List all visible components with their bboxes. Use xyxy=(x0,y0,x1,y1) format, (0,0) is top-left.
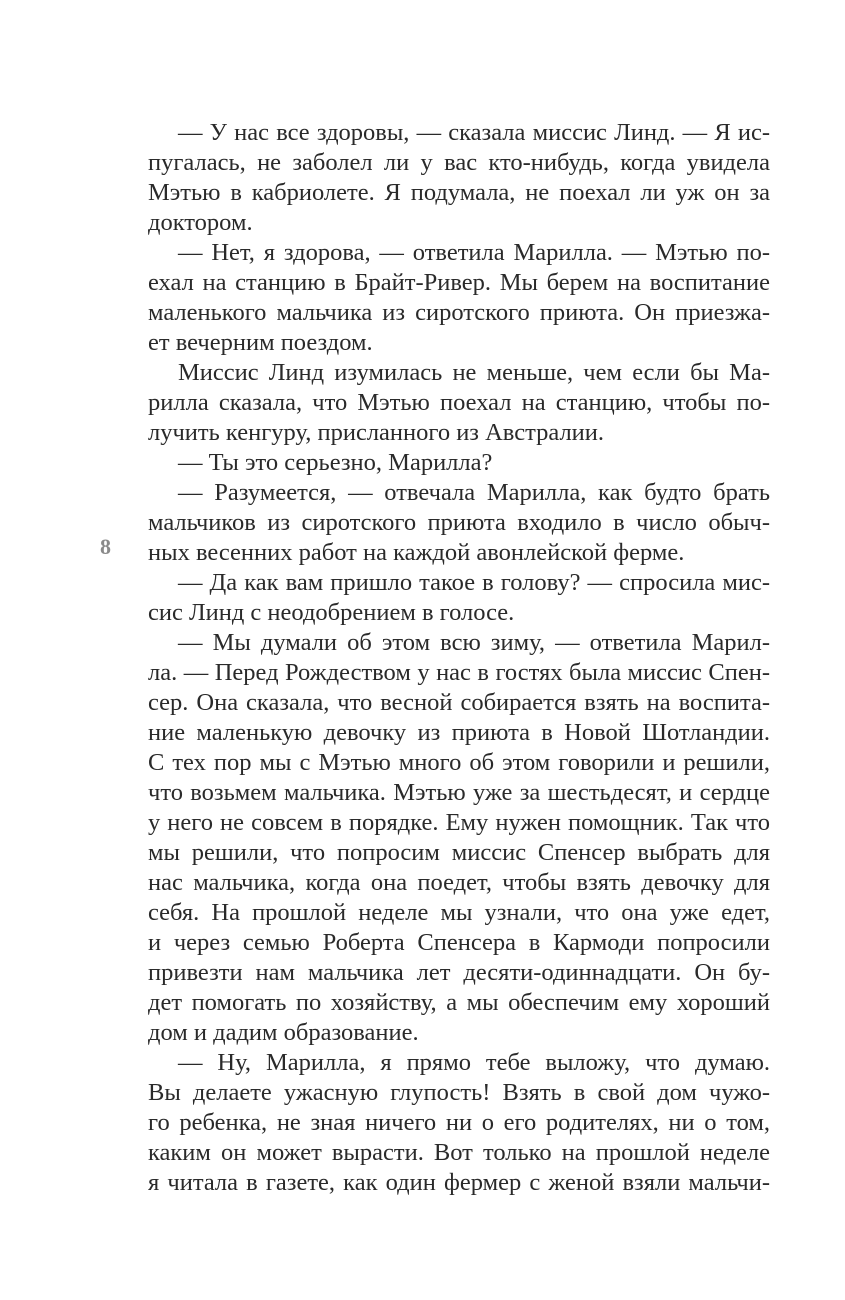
text-line: пугалась, не заболел ли у вас кто-нибудь, когда увидела xyxy=(148,149,770,176)
body-text xyxy=(148,118,770,1198)
text-line: дет помогать по хозяйству, а мы обеспечим ему хороший xyxy=(148,989,770,1016)
text-line: каким он может вырасти. Вот только на прошлой неделе xyxy=(148,1139,770,1166)
text-line: сис Линд с неодобрением в голосе. xyxy=(148,599,515,626)
text-line: — Ну, Марилла, я прямо тебе выложу, что думаю. xyxy=(178,1049,770,1076)
text-line: лучить кенгуру, присланного из Австралии. xyxy=(148,419,605,446)
text-line: ных весенних работ на каждой авонлейской ферме. xyxy=(148,539,685,566)
text-line: го ребенка, не зная ничего ни о его родителях, ни о том, xyxy=(148,1109,770,1136)
text-line: С тех пор мы с Мэтью много об этом говорили и решили, xyxy=(148,749,770,776)
text-line: — У нас все здоровы, — сказала миссис Линд. — Я ис- xyxy=(178,119,770,146)
text-line: маленького мальчика из сиротского приюта. Он приезжа- xyxy=(148,299,770,326)
text-line: ла. — Перед Рождеством у нас в гостях была миссис Спен- xyxy=(148,659,770,686)
text-line: мальчиков из сиротского приюта входило в число обыч- xyxy=(148,509,770,536)
text-line: нас мальчика, когда она поедет, чтобы взять девочку для xyxy=(148,869,770,896)
text-line: — Ты это серьезно, Марилла? xyxy=(178,449,493,476)
text-line: и через семью Роберта Спенсера в Кармоди попросили xyxy=(148,929,770,956)
text-line: ехал на станцию в Брайт-Ривер. Мы берем на воспитание xyxy=(148,269,770,296)
page-number: 8 xyxy=(100,534,111,559)
text-line: мы решили, что попросим миссис Спенсер выбрать для xyxy=(148,839,770,866)
text-line: рилла сказала, что Мэтью поехал на станцию, чтобы по- xyxy=(148,389,770,416)
text-line: Мэтью в кабриолете. Я подумала, не поехал ли уж он за xyxy=(148,179,770,206)
text-line: у него не совсем в порядке. Ему нужен помощник. Так что xyxy=(148,809,770,836)
text-line: сер. Она сказала, что весной собирается взять на воспита- xyxy=(148,689,770,716)
text-line: я читала в газете, как один фермер с женой взяли мальчи- xyxy=(148,1169,770,1196)
text-line: — Мы думали об этом всю зиму, — ответила Марил- xyxy=(178,629,770,656)
text-line: себя. На прошлой неделе мы узнали, что она уже едет, xyxy=(148,899,770,926)
text-line: дом и дадим образование. xyxy=(148,1019,419,1046)
text-line: привезти нам мальчика лет десяти-одиннадцати. Он бу- xyxy=(148,959,770,986)
text-line: что возьмем мальчика. Мэтью уже за шестьдесят, и сердце xyxy=(148,779,770,806)
text-line: Миссис Линд изумилась не меньше, чем если бы Ма- xyxy=(178,359,770,386)
text-line: Вы делаете ужасную глупость! Взять в свой дом чужо- xyxy=(148,1079,770,1106)
text-line: — Разумеется, — отвечала Марилла, как будто брать xyxy=(178,479,770,506)
text-line: ет вечерним поездом. xyxy=(148,329,373,356)
text-line: ние маленькую девочку из приюта в Новой Шотландии. xyxy=(148,719,770,746)
text-line: доктором. xyxy=(148,209,253,236)
text-line: — Да как вам пришло такое в голову? — спросила мис- xyxy=(178,569,770,596)
text-line: — Нет, я здорова, — ответила Марилла. — Мэтью по- xyxy=(178,239,770,266)
